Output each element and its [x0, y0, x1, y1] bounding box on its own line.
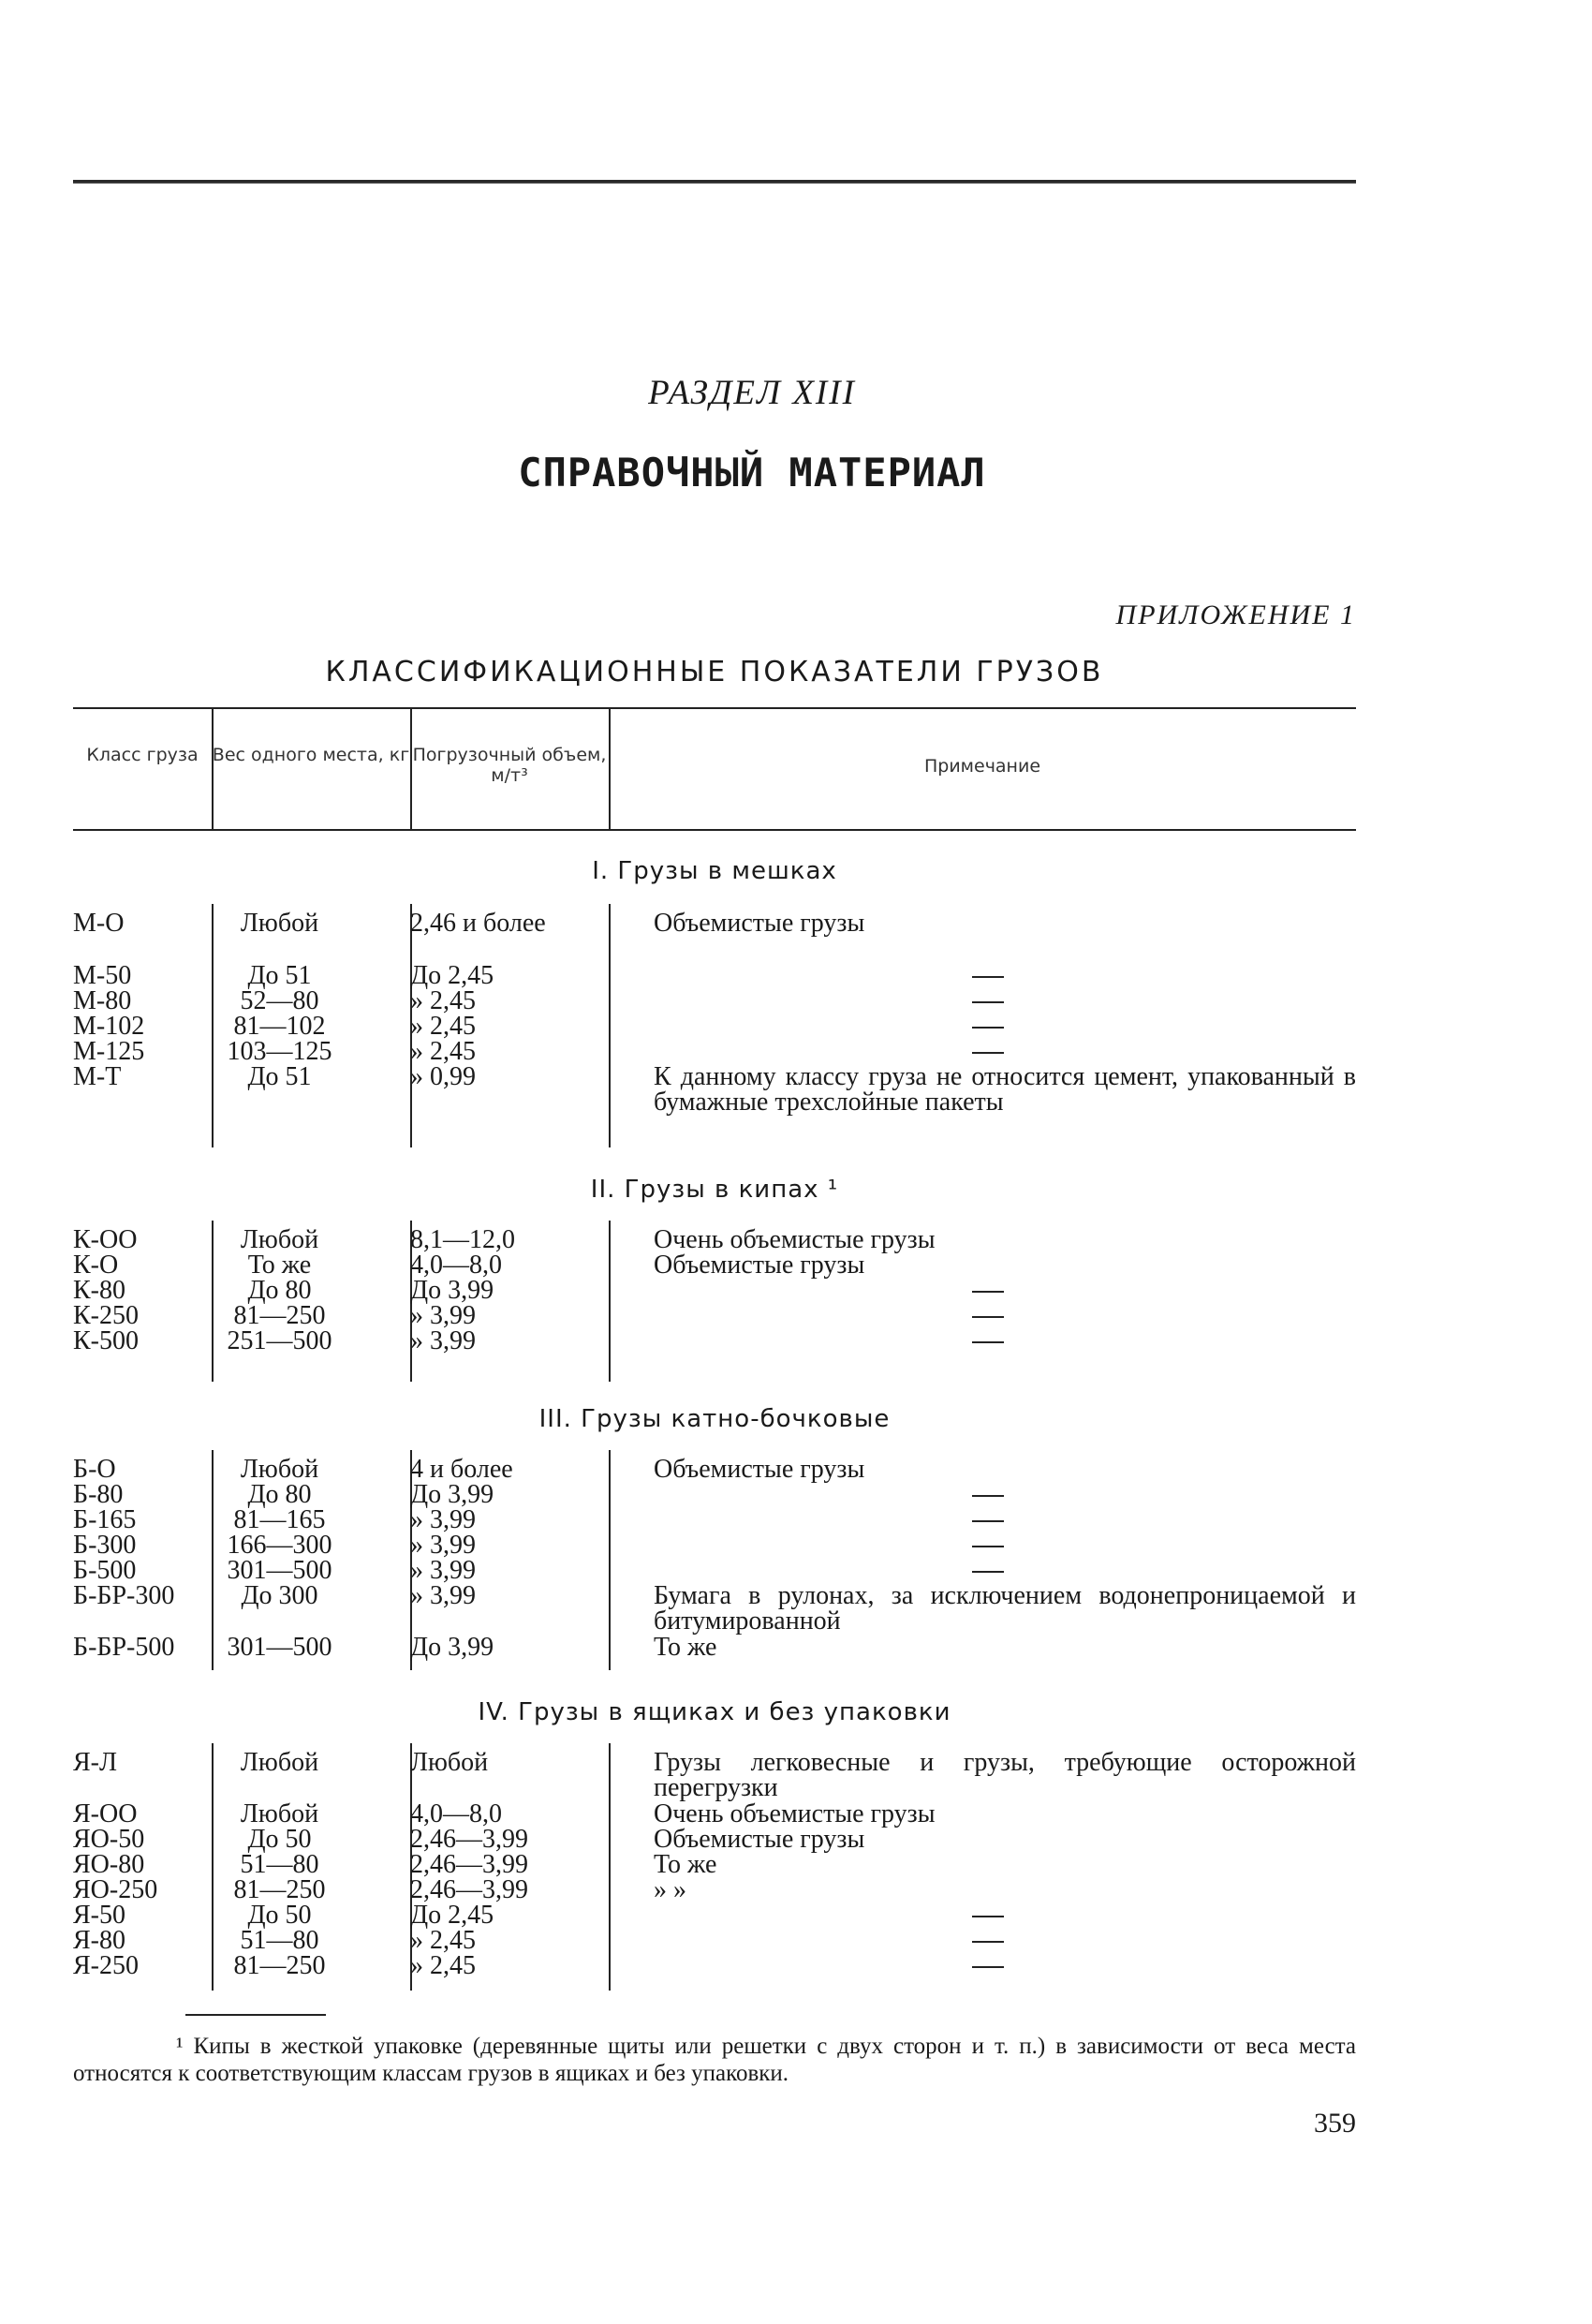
cargo-volume: » 2,45: [410, 986, 476, 1015]
cargo-volume: 4,0—8,0: [410, 1251, 502, 1280]
note-dash: [972, 1546, 1004, 1547]
group-title: III. Грузы катно-бочковые: [538, 1405, 891, 1433]
column-divider: [609, 904, 611, 1147]
cargo-volume: » 2,45: [410, 1012, 476, 1041]
note-dash: [972, 1916, 1004, 1917]
cargo-class: Б-БР-300: [73, 1581, 175, 1610]
cargo-weight: Любой: [240, 909, 319, 938]
cargo-note: Очень объемистые грузы: [654, 1799, 936, 1828]
header-divider: [212, 707, 214, 829]
cargo-weight: До 51: [247, 1062, 312, 1091]
note-dash: [972, 1495, 1004, 1497]
note-dash: [972, 1341, 1004, 1343]
cargo-class: М-50: [73, 961, 132, 990]
cargo-note: Бумага в рулонах, за исключением водонепроницаемой и битумированной: [654, 1581, 1356, 1636]
cargo-class: Б-500: [73, 1556, 137, 1585]
cargo-weight: 103—125: [227, 1037, 332, 1066]
cargo-weight: То же: [247, 1251, 312, 1280]
cargo-weight: 301—500: [227, 1556, 332, 1585]
note-dash: [972, 1941, 1004, 1943]
cargo-weight: 51—80: [240, 1850, 319, 1879]
appendix-label: ПРИЛОЖЕНИЕ 1: [1115, 600, 1356, 630]
cargo-note: То же: [654, 1633, 717, 1662]
table-top-rule: [73, 707, 1356, 709]
cargo-note: Объемистые грузы: [654, 909, 865, 938]
note-dash: [972, 1291, 1004, 1293]
footnote: ¹ Кипы в жесткой упаковке (деревянные щиты или решетки с двух сторон и т. п.) в зависимости от веса места относятся к соответствующим классам грузов в ящиках и без упаковки.: [73, 2034, 1356, 2086]
cargo-volume: » 2,45: [410, 1037, 476, 1066]
cargo-volume: » 0,99: [410, 1062, 476, 1091]
note-dash: [972, 1571, 1004, 1573]
cargo-weight: 81—165: [233, 1505, 326, 1534]
cargo-weight: До 51: [247, 961, 312, 990]
cargo-weight: 81—250: [233, 1301, 326, 1330]
header-class: Класс груза: [86, 745, 199, 765]
cargo-weight: До 50: [247, 1901, 312, 1930]
cargo-volume: » 3,99: [410, 1556, 476, 1585]
cargo-note: То же: [654, 1850, 717, 1879]
cargo-class: ЯО-250: [73, 1875, 158, 1904]
cargo-weight: До 80: [247, 1480, 312, 1509]
cargo-volume: 4 и более: [410, 1455, 513, 1484]
cargo-class: Я-50: [73, 1901, 125, 1930]
section-name: СПРАВОЧНЫЙ МАТЕРИАЛ: [518, 450, 986, 496]
cargo-volume: 2,46—3,99: [410, 1875, 528, 1904]
cargo-volume: » 3,99: [410, 1326, 476, 1355]
cargo-volume: 8,1—12,0: [410, 1225, 515, 1254]
cargo-volume: » 2,45: [410, 1926, 476, 1955]
cargo-class: К-80: [73, 1276, 125, 1305]
cargo-weight: Любой: [240, 1225, 319, 1254]
cargo-class: Б-300: [73, 1531, 137, 1560]
cargo-class: Б-165: [73, 1505, 137, 1534]
note-dash: [972, 1052, 1004, 1054]
cargo-volume: » 3,99: [410, 1531, 476, 1560]
cargo-volume: 2,46—3,99: [410, 1825, 528, 1854]
cargo-class: М-О: [73, 909, 125, 938]
header-weight: Вес одного места, кг: [212, 745, 410, 765]
cargo-class: Я-80: [73, 1926, 125, 1955]
cargo-note: Очень объемистые грузы: [654, 1225, 936, 1254]
cargo-class: М-80: [73, 986, 132, 1015]
cargo-class: Я-250: [73, 1951, 139, 1980]
group-title: II. Грузы в кипах ¹: [590, 1176, 839, 1204]
cargo-class: Я-Л: [73, 1748, 117, 1777]
cargo-weight: 52—80: [240, 986, 319, 1015]
cargo-volume: Любой: [410, 1748, 489, 1777]
cargo-class: К-О: [73, 1251, 119, 1280]
header-bottom-rule: [73, 829, 1356, 831]
cargo-weight: До 80: [247, 1276, 312, 1305]
cargo-volume: До 3,99: [410, 1276, 494, 1305]
document-page: [73, 0, 1356, 2324]
cargo-weight: До 300: [241, 1581, 318, 1610]
cargo-class: К-500: [73, 1326, 139, 1355]
cargo-class: М-125: [73, 1037, 145, 1066]
cargo-weight: 81—250: [233, 1875, 326, 1904]
cargo-volume: До 2,45: [410, 961, 494, 990]
page-number: 359: [1314, 2108, 1356, 2139]
column-divider: [609, 1221, 611, 1382]
header-volume: Погрузочный объем, м/т³: [412, 745, 607, 786]
cargo-note: » »: [654, 1875, 686, 1904]
footnote-rule: [185, 2014, 326, 2016]
cargo-volume: 2,46—3,99: [410, 1850, 528, 1879]
cargo-volume: » 3,99: [410, 1301, 476, 1330]
cargo-volume: 2,46 и более: [410, 909, 546, 938]
cargo-class: ЯО-50: [73, 1825, 145, 1854]
cargo-note: Объемистые грузы: [654, 1251, 865, 1280]
cargo-weight: 301—500: [227, 1633, 332, 1662]
cargo-volume: » 2,45: [410, 1951, 476, 1980]
note-dash: [972, 976, 1004, 978]
cargo-volume: До 2,45: [410, 1901, 494, 1930]
note-dash: [972, 1966, 1004, 1968]
cargo-volume: 4,0—8,0: [410, 1799, 502, 1828]
cargo-volume: До 3,99: [410, 1633, 494, 1662]
header-note: Примечание: [923, 756, 1041, 777]
note-dash: [972, 1316, 1004, 1318]
cargo-weight: Любой: [240, 1455, 319, 1484]
note-dash: [972, 1001, 1004, 1003]
cargo-class: М-Т: [73, 1062, 122, 1091]
note-dash: [972, 1027, 1004, 1029]
cargo-weight: Любой: [240, 1799, 319, 1828]
cargo-weight: 81—250: [233, 1951, 326, 1980]
group-title: I. Грузы в мешках: [592, 857, 837, 885]
cargo-weight: 251—500: [227, 1326, 332, 1355]
cargo-note: Объемистые грузы: [654, 1825, 865, 1854]
cargo-class: Б-БР-500: [73, 1633, 175, 1662]
column-divider: [609, 1743, 611, 1991]
cargo-weight: До 50: [247, 1825, 312, 1854]
cargo-volume: До 3,99: [410, 1480, 494, 1509]
note-dash: [972, 1520, 1004, 1522]
cargo-weight: Любой: [240, 1748, 319, 1777]
cargo-class: К-250: [73, 1301, 139, 1330]
section-title: РАЗДЕЛ XIII: [648, 374, 856, 412]
cargo-weight: 81—102: [233, 1012, 326, 1041]
table-title: КЛАССИФИКАЦИОННЫЕ ПОКАЗАТЕЛИ ГРУЗОВ: [325, 656, 1104, 688]
cargo-class: Б-80: [73, 1480, 124, 1509]
cargo-volume: » 3,99: [410, 1505, 476, 1534]
cargo-volume: » 3,99: [410, 1581, 476, 1610]
group-title: IV. Грузы в ящиках и без упаковки: [478, 1698, 951, 1726]
cargo-class: Я-ОО: [73, 1799, 138, 1828]
column-divider: [609, 1450, 611, 1670]
cargo-note: К данному классу груза не относится цемент, упакованный в бумажные трехслойные пакеты: [654, 1062, 1356, 1117]
cargo-note: Грузы легковесные и грузы, требующие осторожной перегрузки: [654, 1748, 1356, 1802]
cargo-weight: 51—80: [240, 1926, 319, 1955]
cargo-class: ЯО-80: [73, 1850, 145, 1879]
cargo-class: М-102: [73, 1012, 145, 1041]
cargo-weight: 166—300: [227, 1531, 332, 1560]
cargo-class: Б-О: [73, 1455, 116, 1484]
top-rule: [73, 180, 1356, 184]
cargo-note: Объемистые грузы: [654, 1455, 865, 1484]
cargo-class: К-ОО: [73, 1225, 138, 1254]
